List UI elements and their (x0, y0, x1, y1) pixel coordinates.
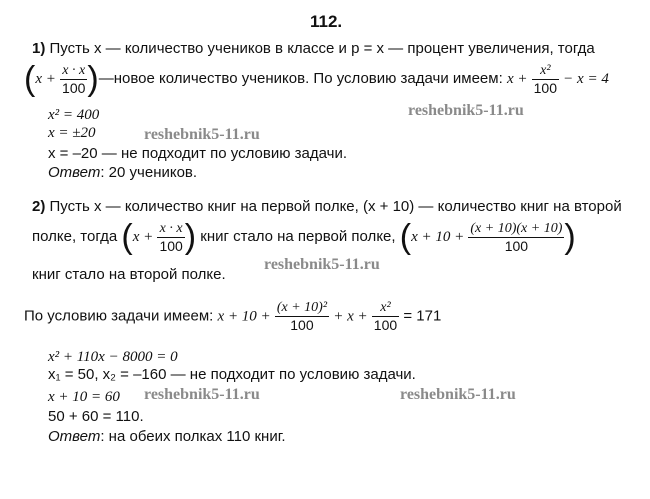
part1-line2 (24, 62, 609, 102)
part2-step2: x₁ = 50, x₂ = –160 — не подходит по условию задачи. (48, 366, 416, 383)
eq-right: − x = 4 (563, 70, 609, 87)
right-paren: ) (564, 218, 576, 256)
part1-step2: x = ±20 (48, 125, 96, 141)
part1-step1: x² = 400 (48, 107, 100, 123)
fraction-product-100: $\frac{(x + 10)(x + 10)}{100}$ (470, 220, 563, 254)
part1-answer: Ответ: 20 учеников. (48, 164, 198, 181)
part1-line1 (32, 40, 595, 58)
right-paren: ) (184, 218, 197, 256)
fraction-sq-100: $\frac{\text{(x + 10)²}}{100}$ (276, 300, 328, 333)
part2-line2: полке, тогда (x + $\frac{x \cdot x}{100}$ ) книг стало на первой полке, (x + 10 + $\frac{(x + 10)(x + 10)}{100}$ ) (32, 218, 576, 256)
part1-intro-text: Пусть x — количество учеников в классе и p = x — процент увеличения, тогда (49, 40, 595, 57)
fraction-x2-100-b: $\frac{\text{x²}}{100}$ (373, 300, 398, 333)
part2-step3: x + 10 = 60 (48, 389, 120, 405)
right-paren: ) (87, 60, 99, 98)
watermark-1: reshebnik5-11.ru (408, 102, 524, 119)
watermark-3: reshebnik5-11.ru (264, 256, 380, 273)
part2-answer: Ответ: на обеих полках 110 книг. (48, 428, 286, 445)
watermark-4: reshebnik5-11.ru (144, 386, 260, 403)
part2-step4: 50 + 60 = 110. (48, 408, 144, 425)
part2-line1 (32, 198, 622, 216)
new-count-text: —новое количество учеников. По условию задачи имеем: (98, 69, 503, 87)
left-paren: ( (399, 218, 412, 256)
watermark-5: reshebnik5-11.ru (400, 386, 516, 403)
fraction-xx-100: $\frac{x \cdot x}{100}$ (62, 62, 86, 96)
left-paren: ( (121, 218, 133, 256)
part2-then-text: полке, тогда (32, 227, 118, 245)
fraction-xx-100-b: $\frac{x \cdot x}{100}$ (159, 220, 183, 254)
x-plus: x + (35, 70, 56, 87)
part1-step3: x = –20 — не подходит по условию задачи. (48, 145, 347, 162)
watermark-2: reshebnik5-11.ru (144, 126, 260, 143)
part2-step1: x² + 110x − 8000 = 0 (48, 349, 178, 365)
part2-condition: По условию задачи имеем: x + 10 + $\frac{\text{(x + 10)²}}{100}$ + x + $\frac{\text{x²}}{100}$ = 171 (24, 300, 442, 333)
eq-left: x + (506, 70, 528, 87)
part2-first-shelf-text: книг стало на первой полке, (200, 227, 396, 245)
part2-line3: книг стало на второй полке. (32, 266, 226, 283)
part1-number: 1) (32, 40, 46, 57)
part2-intro-text: Пусть x — количество книг на первой полке, (x + 10) — количество книг на второй (49, 198, 622, 215)
left-paren: ( (24, 60, 36, 98)
part2-number: 2) (32, 198, 46, 215)
fraction-x2-100: $\frac{\text{x²}}{100}$ (533, 62, 557, 96)
problem-title: 112. (310, 12, 343, 31)
